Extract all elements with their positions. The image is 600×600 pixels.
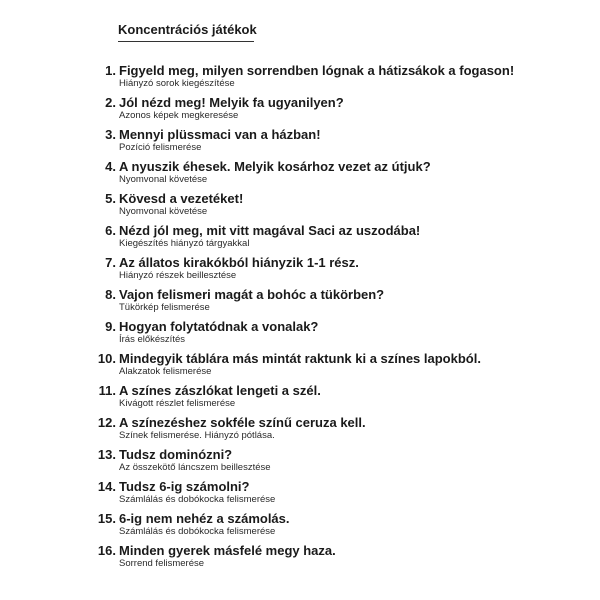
entry-number: 11. xyxy=(98,383,116,398)
entry-number: 6. xyxy=(105,223,116,238)
entry-subtitle: Számlálás és dobókocka felismerése xyxy=(119,526,276,537)
entry-title: Mindegyik táblára más mintát raktunk ki a színes lapokból. xyxy=(119,351,481,366)
entry-subtitle: Számlálás és dobókocka felismerése xyxy=(119,494,276,505)
entry-title: Hogyan folytatódnak a vonalak? xyxy=(119,319,319,334)
entry-title: Nézd jól meg, mit vitt magával Saci az uszodába! xyxy=(119,223,421,238)
entry-number: 16. xyxy=(97,543,116,558)
section-title: Koncentrációs játékok xyxy=(118,22,257,37)
entry-subtitle: Nyomvonal követése xyxy=(119,206,208,217)
entry-title: Mennyi plüssmaci van a házban! xyxy=(119,127,321,142)
entry-number: 10. xyxy=(97,351,116,366)
entry-number: 5. xyxy=(105,191,116,206)
entry-number: 2. xyxy=(105,95,116,110)
entry-number: 8. xyxy=(105,287,116,302)
toc-entry-6 xyxy=(0,223,600,255)
toc-entry-12 xyxy=(0,415,600,447)
entry-title: A színes zászlókat lengeti a szél. xyxy=(119,383,321,398)
toc-entry-7 xyxy=(0,255,600,287)
table-of-contents xyxy=(0,63,600,575)
entry-title: Jól nézd meg! Melyik fa ugyanilyen? xyxy=(119,95,344,110)
entry-subtitle: Hiányzó részek beillesztése xyxy=(119,270,237,281)
entry-subtitle: Írás előkészítés xyxy=(119,334,185,345)
section-header xyxy=(118,22,257,42)
toc-entry-16 xyxy=(0,543,600,575)
toc-entry-9 xyxy=(0,319,600,351)
entry-title: Tudsz dominózni? xyxy=(119,447,233,462)
entry-subtitle: Tükörkép felismerése xyxy=(119,302,210,313)
entry-number: 12. xyxy=(97,415,116,430)
entry-subtitle: Nyomvonal követése xyxy=(119,174,208,185)
entry-number: 13. xyxy=(97,447,116,462)
toc-entry-13 xyxy=(0,447,600,479)
entry-title: A nyuszik éhesek. Melyik kosárhoz vezet az útjuk? xyxy=(119,159,431,174)
entry-title: Az állatos kirakókból hiányzik 1-1 rész. xyxy=(119,255,359,270)
entry-title: 6-ig nem nehéz a számolás. xyxy=(119,511,290,526)
toc-entry-10 xyxy=(0,351,600,383)
toc-entry-15 xyxy=(0,511,600,543)
entry-number: 3. xyxy=(105,127,116,142)
toc-entry-4 xyxy=(0,159,600,191)
entry-title: Tudsz 6-ig számolni? xyxy=(119,479,250,494)
entry-number: 9. xyxy=(105,319,116,334)
toc-entry-8 xyxy=(0,287,600,319)
toc-entry-2 xyxy=(0,95,600,127)
title-underline xyxy=(118,41,254,42)
entry-subtitle: Kivágott részlet felismerése xyxy=(119,398,236,409)
entry-subtitle: Színek felismerése. Hiányzó pótlása. xyxy=(119,430,275,441)
entry-subtitle: Az összekötő láncszem beillesztése xyxy=(119,462,271,473)
toc-entry-1 xyxy=(0,63,600,95)
entry-title: Figyeld meg, milyen sorrendben lógnak a hátizsákok a fogason! xyxy=(119,63,515,78)
entry-subtitle: Kiegészítés hiányzó tárgyakkal xyxy=(119,238,250,249)
entry-number: 15. xyxy=(97,511,116,526)
entry-number: 4. xyxy=(105,159,116,174)
entry-title: Vajon felismeri magát a bohóc a tükörben? xyxy=(119,287,385,302)
toc-entry-3 xyxy=(0,127,600,159)
toc-entry-11 xyxy=(0,383,600,415)
entry-title: Kövesd a vezetéket! xyxy=(119,191,244,206)
toc-entry-5 xyxy=(0,191,600,223)
entry-subtitle: Pozíció felismerése xyxy=(119,142,202,153)
entry-subtitle: Alakzatok felismerése xyxy=(119,366,212,377)
entry-number: 14. xyxy=(97,479,116,494)
entry-number: 1. xyxy=(105,63,116,78)
entry-number: 7. xyxy=(105,255,116,270)
entry-title: A színezéshez sokféle színű ceruza kell. xyxy=(119,415,366,430)
entry-subtitle: Sorrend felismerése xyxy=(119,558,205,569)
toc-entry-14 xyxy=(0,479,600,511)
entry-subtitle: Hiányzó sorok kiegészítése xyxy=(119,78,235,89)
entry-title: Minden gyerek másfelé megy haza. xyxy=(119,543,336,558)
entry-subtitle: Azonos képek megkeresése xyxy=(119,110,239,121)
